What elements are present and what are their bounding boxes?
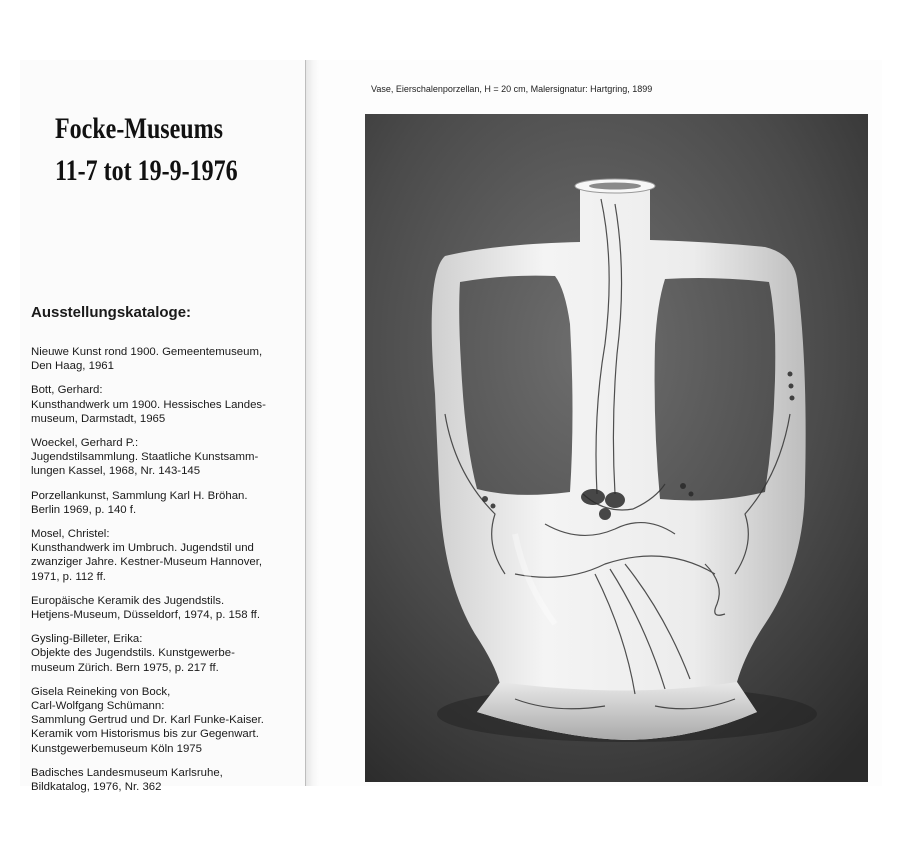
page-title <box>55 108 238 192</box>
title-line-1: Focke-Museums <box>55 112 223 145</box>
catalog-list <box>31 345 301 804</box>
catalog-entry: Nieuwe Kunst rond 1900. Gemeentemuseum, Den Haag, 1961 <box>31 346 263 373</box>
catalog-entry: Europäische Keramik des Jugendstils. Hetjens-Museum, Düsseldorf, 1974, p. 158 ff. <box>31 594 260 622</box>
catalog-entry: Badisches Landesmuseum Karlsruhe, Bildkatalog, 1976, Nr. 362 <box>31 766 223 794</box>
catalog-entry: Porzellankunst, Sammlung Karl H. Bröhan. Berlin 1969, p. 140 f. <box>31 489 248 516</box>
page-gutter <box>305 60 319 786</box>
catalog-entry: Bott, Gerhard: Kunsthandwerk um 1900. Hessisches Landes- museum, Darmstadt, 1965 <box>31 384 266 425</box>
title-line-2: 11-7 tot 19-9-1976 <box>55 154 238 187</box>
catalog-entry: Gysling-Billeter, Erika: Objekte des Jugendstils. Kunstgewerbe- museum Zürich. Bern 1975, p. 217 ff. <box>31 633 235 674</box>
vase-photograph <box>365 114 868 782</box>
catalog-entry: Gisela Reineking von Bock, Carl-Wolfgang Schümann: Sammlung Gertrud und Dr. Karl Funke-Kaiser. Keramik vom Historismus bis zur Gegenwart. Kunstgewerbemuseum Köln 1975 <box>31 685 264 755</box>
catalog-entry: Woeckel, Gerhard P.: Jugendstilsammlung. Staatliche Kunstsamm- lungen Kassel, 1968, Nr. 143-145 <box>31 437 259 478</box>
vase-opening <box>589 183 641 190</box>
photo-caption: Vase, Eierschalenporzellan, H = 20 cm, Malersignatur: Hartgring, 1899 <box>371 84 653 94</box>
gutter-line <box>305 60 306 786</box>
catalog-entry: Mosel, Christel: Kunsthandwerk im Umbruch. Jugendstil und zwanziger Jahre. Kestner-Museum Hannover, 1971, p. 112 ff. <box>31 528 263 583</box>
catalog-section-title: Ausstellungskataloge: <box>31 304 192 321</box>
